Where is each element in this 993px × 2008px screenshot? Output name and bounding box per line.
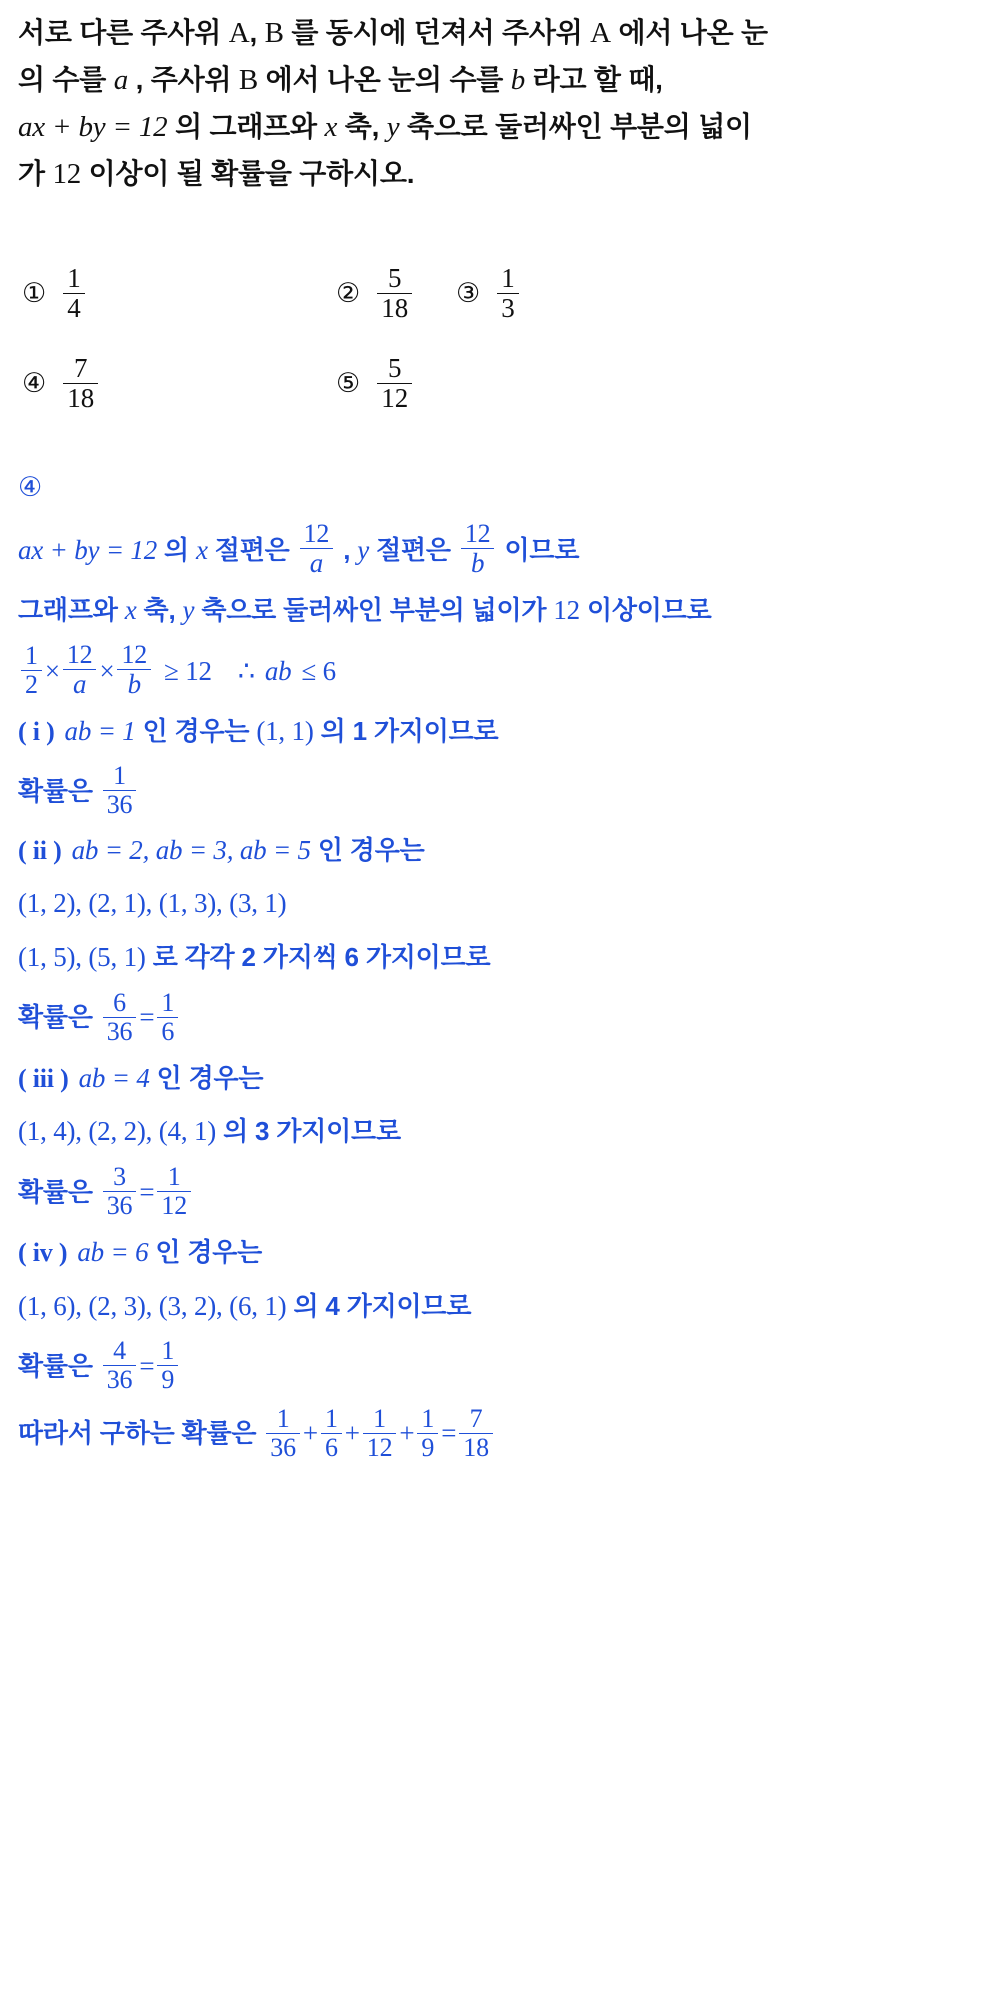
case-label-ii: ( ii )	[18, 835, 62, 865]
fraction-numerator: 1	[161, 987, 175, 1017]
q-text: 를 동시에 던져서 주사위	[283, 17, 591, 48]
fraction-denominator: b	[117, 669, 151, 699]
equals-sign: =	[441, 1418, 457, 1449]
sol-text: 인 경우는	[135, 716, 257, 747]
fraction-denominator: 36	[103, 790, 137, 819]
fraction-numerator: 1	[25, 641, 38, 671]
area-threshold: 12	[52, 157, 82, 190]
choice-value	[377, 264, 412, 323]
sol-text: 절편은	[207, 534, 297, 565]
solution-case-i-probability	[18, 759, 971, 824]
choice-value	[377, 354, 412, 413]
case-pairs: (1, 6), (2, 3), (3, 2), (6, 1)	[18, 1290, 287, 1321]
fraction-denominator: 12	[377, 383, 412, 413]
case-label-i: ( i )	[18, 717, 55, 747]
therefore-symbol: ∴	[237, 655, 255, 686]
q-text: 축으로 둘러싸인 부분의 넓이	[399, 110, 752, 142]
fraction-numerator: 5	[387, 352, 402, 383]
case-label-iv: ( iv )	[18, 1238, 68, 1268]
fraction-denominator: 9	[157, 1365, 178, 1394]
solution-line-inequality	[18, 638, 971, 706]
ab-product: ab	[264, 655, 292, 686]
probability-fraction-reduced	[157, 989, 178, 1046]
y-intercept-fraction	[461, 520, 495, 578]
fraction-denominator: 36	[103, 1365, 137, 1394]
q-text: 가	[18, 157, 53, 189]
solution-case-iv-pairs	[18, 1280, 971, 1333]
fraction-numerator: 12	[121, 640, 148, 670]
fraction-numerator: 1	[421, 1403, 435, 1433]
fraction-numerator: 1	[373, 1403, 386, 1433]
y-intercept-fraction	[117, 641, 151, 699]
probability-fraction	[103, 1337, 137, 1394]
choice-2[interactable]	[336, 264, 415, 323]
q-text: 의 그래프와	[167, 110, 325, 142]
fraction-numerator: 6	[113, 987, 126, 1017]
fraction-numerator: 12	[464, 519, 491, 549]
half-fraction	[21, 642, 42, 699]
probability-fraction	[103, 989, 137, 1046]
q-text: 에서 나온 눈	[610, 17, 768, 48]
case-condition: ab = 1	[64, 716, 136, 747]
sol-text: 인 경우는	[149, 1062, 264, 1093]
question-text	[18, 10, 971, 198]
die-a-label: A	[228, 17, 250, 49]
case-pairs: (1, 4), (2, 2), (4, 1)	[18, 1116, 217, 1147]
sol-text: 이상이므로	[579, 595, 712, 626]
plus-operator: +	[399, 1418, 415, 1449]
fraction-denominator: 12	[363, 1433, 397, 1462]
fraction-numerator: 1	[161, 1336, 175, 1366]
solution-case-iii-pairs	[18, 1105, 971, 1158]
solution-case-ii-pairs-2	[18, 931, 971, 984]
die-a-label-2: A	[590, 17, 611, 49]
x-axis-label: x	[324, 110, 338, 143]
fraction-numerator: 4	[113, 1336, 126, 1366]
case-pairs: (1, 1)	[256, 716, 314, 747]
case-condition: ab = 4	[78, 1062, 150, 1093]
choice-marker: ④	[22, 368, 47, 400]
y-axis-label: y	[386, 110, 400, 143]
case-pairs: (1, 5), (5, 1)	[18, 941, 146, 972]
sol-text: 의 1 가지이므로	[313, 716, 499, 747]
fraction-numerator: 12	[66, 640, 93, 670]
sol-text: 의 4 가지이므로	[286, 1290, 472, 1321]
choice-1[interactable]	[22, 264, 88, 323]
die-b-label-2: B	[238, 63, 259, 96]
inequality-right: ≥ 12	[164, 655, 212, 686]
fraction-denominator: 36	[103, 1191, 137, 1220]
fraction-numerator: 1	[501, 262, 515, 293]
solution-body	[18, 517, 971, 1468]
question-line-1	[18, 10, 971, 57]
fraction-denominator: 18	[377, 293, 412, 323]
equals-sign: =	[139, 1176, 155, 1207]
fraction-denominator: 4	[63, 293, 85, 323]
fraction-numerator: 3	[113, 1161, 126, 1191]
q-text: , 주사위	[128, 63, 239, 95]
probability-label: 확률은	[18, 775, 93, 806]
solution-final-line	[18, 1400, 971, 1468]
die-b-label: B	[264, 17, 284, 49]
multiply-operator: ×	[44, 655, 60, 686]
probability-label: 확률은	[18, 1002, 93, 1033]
choice-marker: ②	[336, 278, 361, 310]
sol-text: 절편은	[369, 534, 458, 565]
q-text: 이상이 될 확률을 구하시오.	[81, 157, 415, 189]
plus-operator: +	[302, 1418, 318, 1449]
sol-text: 의 3 가지이므로	[216, 1116, 401, 1147]
choice-value	[497, 264, 519, 323]
y-axis-label: y	[182, 595, 195, 626]
equation-line: ax + by = 12	[18, 110, 168, 143]
solution-case-ii	[18, 824, 971, 877]
case-condition: ab = 2, ab = 3, ab = 5	[71, 834, 311, 865]
case-condition: ab = 6	[77, 1237, 149, 1268]
choice-marker: ③	[456, 278, 481, 310]
probability-fraction-reduced	[157, 1337, 178, 1394]
final-term-1	[266, 1405, 300, 1462]
fraction-denominator: b	[461, 548, 495, 578]
fraction-numerator: 7	[469, 1403, 483, 1433]
fraction-denominator: 18	[459, 1433, 493, 1462]
sol-text: 그래프와	[18, 595, 125, 626]
q-text: 의 수를	[18, 63, 114, 95]
ab-bound: ≤ 6	[301, 655, 336, 686]
q-text: 서로 다른 주사위	[18, 17, 229, 48]
sol-text: 로 각각 2 가지씩 6 가지이므로	[145, 941, 491, 972]
fraction-denominator: a	[300, 548, 334, 578]
solution-case-iii	[18, 1052, 971, 1105]
q-text: 에서 나온 눈의 수를	[258, 63, 511, 95]
case-pairs: (1, 2), (2, 1), (1, 3), (3, 1)	[18, 888, 287, 919]
fraction-numerator: 5	[387, 262, 402, 293]
x-intercept-fraction	[300, 520, 334, 578]
sol-text: ,	[336, 534, 358, 565]
fraction-numerator: 1	[113, 761, 126, 791]
sol-text: 축으로 둘러싸인 부분의 넓이가	[194, 595, 554, 626]
x-axis-label: x	[195, 534, 208, 565]
probability-fraction-reduced	[157, 1163, 191, 1220]
q-text: 축,	[337, 110, 387, 142]
solution-case-iv	[18, 1226, 971, 1279]
q-text: 라고 할 때,	[525, 63, 663, 95]
final-term-4	[417, 1405, 438, 1462]
probability-label: 확률은	[18, 1350, 93, 1381]
x-axis-label: x	[124, 595, 137, 626]
fraction-numerator: 7	[73, 352, 88, 383]
probability-label: 확률은	[18, 1176, 93, 1207]
fraction-denominator: 2	[21, 670, 42, 699]
question-line-2	[18, 57, 971, 104]
var-a: a	[113, 63, 129, 96]
solution-case-i	[18, 705, 971, 758]
final-term-2	[321, 1405, 342, 1462]
choice-value	[63, 354, 98, 413]
equals-sign: =	[139, 1350, 155, 1381]
final-term-3	[363, 1405, 397, 1462]
choice-marker: ⑤	[336, 368, 361, 400]
equals-sign: =	[139, 1002, 155, 1033]
choice-value	[63, 264, 85, 323]
fraction-denominator: 6	[157, 1017, 178, 1046]
final-label: 따라서 구하는 확률은	[18, 1418, 257, 1449]
fraction-denominator: 18	[63, 383, 98, 413]
multiply-operator: ×	[99, 655, 115, 686]
fraction-denominator: 9	[417, 1433, 438, 1462]
equation-line: ax + by = 12	[18, 534, 158, 565]
sol-text: 축,	[136, 595, 183, 626]
q-text: ,	[249, 17, 265, 48]
area-threshold: 12	[553, 595, 580, 626]
final-answer-fraction	[459, 1405, 493, 1462]
plus-operator: +	[344, 1418, 360, 1449]
question-line-3	[18, 104, 971, 151]
x-intercept-fraction	[63, 641, 97, 699]
fraction-denominator: a	[63, 669, 97, 699]
choice-3[interactable]	[456, 264, 522, 323]
fraction-numerator: 1	[167, 1161, 181, 1191]
probability-fraction	[103, 1163, 137, 1220]
fraction-numerator: 12	[303, 519, 330, 549]
y-axis-label: y	[357, 534, 370, 565]
fraction-denominator: 36	[266, 1433, 300, 1462]
fraction-numerator: 1	[67, 262, 81, 293]
solution-case-iii-probability	[18, 1159, 971, 1227]
choice-5[interactable]	[336, 354, 415, 413]
case-label-iii: ( iii )	[18, 1063, 69, 1093]
fraction-denominator: 36	[103, 1017, 137, 1046]
answer-marker: ④	[18, 471, 43, 503]
probability-fraction	[103, 762, 137, 819]
fraction-denominator: 3	[497, 293, 519, 323]
sol-text: 이므로	[497, 534, 580, 565]
fraction-numerator: 1	[276, 1403, 290, 1433]
sol-text: 의	[157, 534, 196, 565]
fraction-denominator: 12	[157, 1191, 191, 1220]
var-b: b	[510, 63, 526, 96]
solution-line-intercepts	[18, 517, 971, 585]
choice-list	[18, 256, 971, 446]
choice-marker: ①	[22, 278, 47, 310]
solution-case-iv-probability	[18, 1333, 971, 1401]
solution-line-area-condition	[18, 584, 971, 637]
fraction-denominator: 6	[321, 1433, 342, 1462]
question-line-4	[18, 151, 971, 198]
sol-text: 인 경우는	[310, 834, 425, 865]
sol-text: 인 경우는	[148, 1237, 263, 1268]
fraction-numerator: 1	[324, 1403, 338, 1433]
solution-case-ii-pairs-1	[18, 877, 971, 930]
choice-4[interactable]	[22, 354, 101, 413]
solution-case-ii-probability	[18, 984, 971, 1052]
